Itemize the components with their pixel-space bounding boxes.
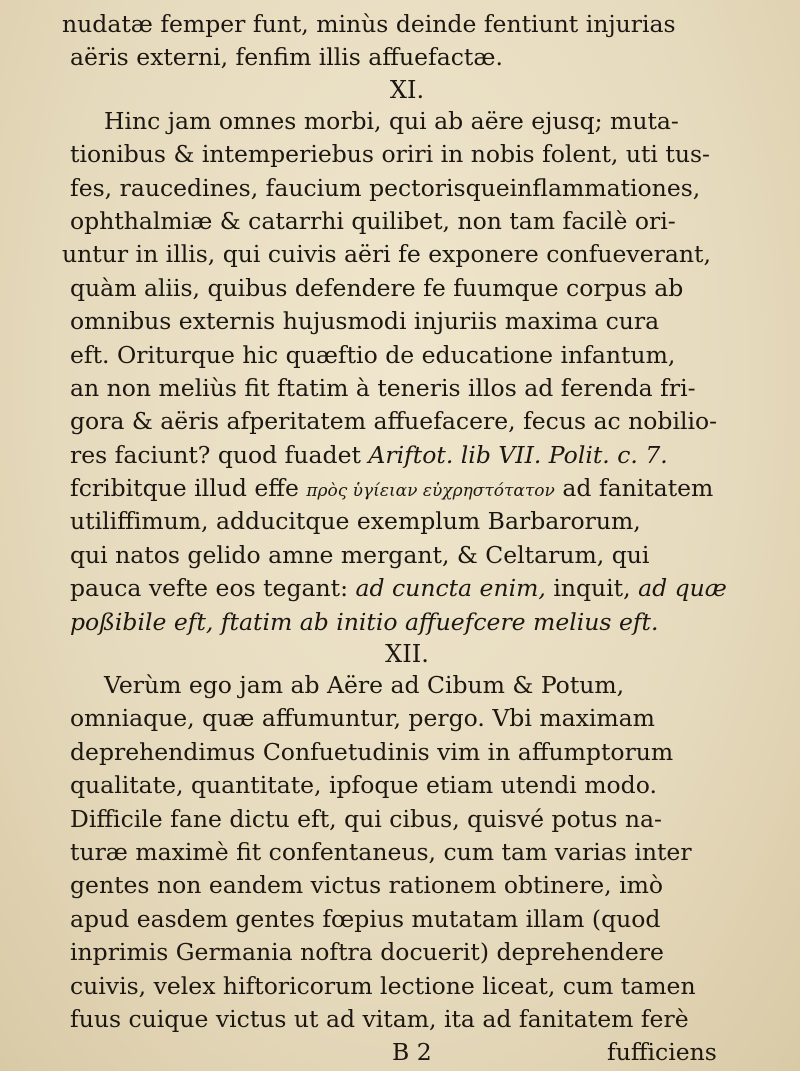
text-line: qualitate, quantitate, ipfoque etiam utendi modo. [70, 771, 657, 800]
page-text [62, 8, 752, 1070]
text-line: qui natos gelido amne mergant, & Celtarum, qui [70, 540, 650, 569]
text-line: apud easdem gentes fœpius mutatam illam (quod [70, 904, 661, 933]
italic-quote: ad quæ [638, 574, 727, 603]
italic-quote: ad cuncta enim, [355, 574, 546, 603]
text-line: utiliffimum, adducitque exemplum Barbarorum, [70, 507, 641, 536]
text-line: an non meliùs fit ftatim à teneris illos ad ferenda fri- [70, 373, 696, 402]
text-line: Hinc jam omnes morbi, qui ab aëre ejusq; muta- [104, 106, 679, 135]
section-heading-xi: XI. [389, 75, 425, 104]
text-line [62, 472, 752, 505]
text-line: nudatæ femper funt, minùs deinde fentiunt injurias [62, 10, 676, 38]
text-line: gora & aëris afperitatem affuefacere, fecus ac nobilio- [70, 407, 718, 436]
text-run: inquit, [545, 574, 639, 603]
text-line-italic: poßibile eft, ftatim ab initio affuefcere melius eft. [70, 607, 659, 636]
text-line: Difficile fane dictu eft, qui cibus, quisvé potus na- [70, 804, 662, 833]
text-run: ad fanitatem [554, 474, 714, 503]
text-line: quàm aliis, quibus defendere fe fuumque corpus ab [70, 273, 684, 302]
text-line: aëris externi, fenfim illis affuefactæ. [70, 43, 503, 72]
text-line: Verùm ego jam ab Aëre ad Cibum & Potum, [104, 671, 625, 700]
text-line: omnibus externis hujusmodi injuriis maxima cura [70, 307, 660, 336]
text-line: fes, raucedines, faucium pectorisqueinflammationes, [70, 173, 701, 202]
signature-mark: B 2 [392, 1038, 432, 1067]
text-line: untur in illis, qui cuivis aëri fe exponere confueverant, [62, 240, 711, 269]
text-line: gentes non eandem victus rationem obtinere, imò [70, 871, 664, 900]
section-heading-xii: XII. [385, 640, 429, 669]
text-run: pauca vefte eos tegant: [70, 574, 356, 603]
page-footer [62, 1036, 752, 1069]
text-line: deprehendimus Confuetudinis vim in affumptorum [70, 737, 674, 766]
text-line: fuus cuique victus ut ad vitam, ita ad fanitatem ferè [70, 1004, 689, 1033]
citation-aristotle: Ariftot. lib VII. Polit. c. 7. [368, 440, 668, 469]
text-line: inprimis Germania noftra docuerit) deprehendere [70, 938, 664, 967]
text-run: res faciunt? quod fuadet [70, 440, 369, 469]
catchword: fufficiens [607, 1038, 717, 1067]
text-line: cuivis, velex hiftoricorum lectione liceat, cum tamen [70, 971, 696, 1000]
text-line: turæ maximè fit confentaneus, cum tam varias inter [70, 837, 692, 866]
text-run: fcribitque illud effe [70, 474, 307, 503]
text-line [62, 439, 752, 472]
text-line: eft. Oriturque hic quæftio de educatione infantum, [70, 340, 676, 369]
text-line: tionibus & intemperiebus oriri in nobis folent, uti tus- [70, 140, 710, 169]
text-line: omniaque, quæ affumuntur, pergo. Vbi maximam [70, 704, 655, 733]
text-line [62, 572, 752, 605]
greek-phrase: πρὸς ὑγίειαν εὐχρηστότατον [306, 481, 555, 502]
text-line: ophthalmiæ & catarrhi quilibet, non tam facilè ori- [70, 206, 676, 235]
